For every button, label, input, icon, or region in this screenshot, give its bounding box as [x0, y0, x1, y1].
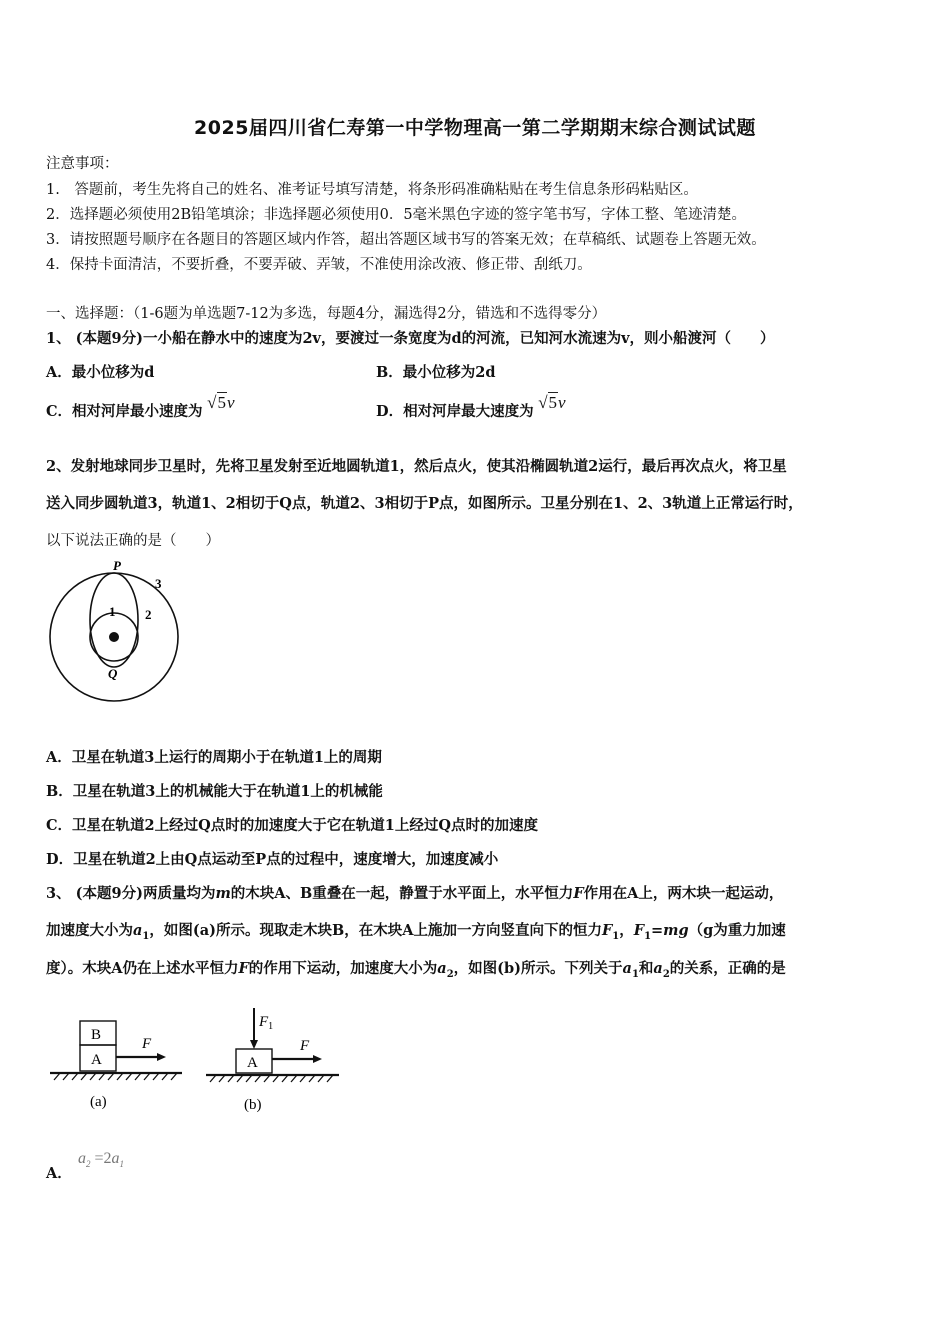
q3-a2-b-sub: 2 — [662, 968, 670, 980]
q3-a-lhs: a — [78, 1150, 86, 1167]
q1-option-d-text: D．相对河岸最大速度为 — [376, 403, 534, 420]
q1-option-a: A．最小位移为d — [46, 364, 155, 381]
q2-option-d: D．卫星在轨道2上由Q点运动至P点的过程中，速度增大，加速度减小 — [46, 851, 499, 868]
label-fig-b: (b) — [244, 1097, 262, 1113]
section-heading: 一、选择题：（1-6题为单选题7-12为多选，每题4分，漏选得2分，错选和不选得零分） — [46, 306, 607, 322]
q2-option-c: C．卫星在轨道2上经过Q点时的加速度大于它在轨道1上经过Q点时的加速度 — [46, 817, 538, 834]
q3-f-2: F — [238, 960, 249, 977]
label-orbit-3: 3 — [155, 576, 162, 591]
force-arrowhead-b — [313, 1055, 322, 1063]
label-q: Q — [108, 666, 118, 681]
q3-l1b: 的木块A、B重叠在一起，静置于水平面上，水平恒力 — [230, 885, 574, 902]
q3-l2a: 加速度大小为 — [46, 922, 133, 939]
q3-l3e: 的关系，正确的是 — [669, 960, 786, 977]
q3-stem-line-1 — [46, 882, 783, 903]
q1-c-sqrt-var: v — [227, 393, 235, 412]
force-arrowhead-a — [157, 1053, 166, 1061]
q1-option-d — [376, 393, 566, 421]
q1-option-c — [46, 393, 235, 421]
q3-a1: a — [133, 922, 143, 939]
q3-a-rhs-sub: 1 — [119, 1159, 125, 1170]
label-block-a-a: A — [91, 1052, 102, 1068]
q3-block-diagram — [44, 1002, 354, 1120]
q1-option-c-formula: √5v — [207, 393, 235, 412]
force-f1-arrowhead — [250, 1040, 258, 1049]
q1-stem: 1、 (本题9分)一小船在静水中的速度为2v，要渡过一条宽度为d的河流，已知河水流速为v，则小船渡河（ ） — [46, 330, 775, 347]
q3-f1b: F — [633, 922, 645, 939]
q3-stem-line-3 — [46, 957, 786, 980]
q3-option-a-formula — [78, 1150, 124, 1169]
q3-a2: a — [437, 960, 447, 977]
label-f1-f: F — [259, 1014, 269, 1030]
q3-l2b: ，如图(a)所示。现取走木块B，在木块A上施加一方向竖直向下的恒力 — [149, 922, 602, 939]
q3-f1: F — [602, 922, 613, 939]
q1-option-b: B．最小位移为2d — [376, 364, 496, 381]
q2-stem-line-1: 2、发射地球同步卫星时，先将卫星发射至近地圆轨道1，然后点火，使其沿椭圆轨道2运行，最后再次点火，将卫星 — [46, 458, 787, 475]
notice-item-1: 1. 答题前，考生先将自己的姓名、准考证号填写清楚，将条形码准确粘贴在考生信息条形码粘贴区。 — [46, 182, 698, 198]
q1-option-d-formula: √5v — [538, 393, 566, 412]
q3-a-lhs-sub: 2 — [86, 1159, 91, 1170]
q3-a-rel: =2 — [94, 1150, 112, 1167]
q3-option-a: A． — [46, 1165, 72, 1182]
earth-dot — [109, 632, 119, 642]
q3-stem-line-2 — [46, 919, 786, 942]
q2-stem-line-3: 以下说法正确的是（ ） — [46, 533, 220, 549]
q3-a-rhs: a — [111, 1150, 120, 1167]
notice-item-3: 3．请按照题号顺序在各题目的答题区域内作答，超出答题区域书写的答案无效；在草稿纸、试题卷上答题无效。 — [46, 232, 766, 248]
label-block-a-b: A — [247, 1055, 258, 1071]
label-orbit-1: 1 — [109, 604, 116, 619]
page-title: 2025届四川省仁寿第一中学物理高一第二学期期末综合测试试题 — [194, 117, 756, 139]
notice-heading: 注意事项： — [46, 156, 119, 172]
q3-a1-b-sub: 1 — [631, 968, 639, 980]
q3-l3a: 度）。木块A仍在上述水平恒力 — [46, 960, 239, 977]
label-fig-a: (a) — [90, 1094, 107, 1110]
q1-c-sqrt-num: 5 — [217, 393, 226, 412]
q3-l2d: （g为重力加速 — [688, 922, 786, 939]
label-f-a: F — [142, 1036, 152, 1052]
label-f1 — [258, 1014, 273, 1032]
q3-a1-sub: 1 — [142, 930, 150, 942]
q2-option-b: B．卫星在轨道3上的机械能大于在轨道1上的机械能 — [46, 783, 383, 800]
q3-l1a: 3、 (本题9分)两质量均为 — [46, 885, 216, 902]
notice-item-4: 4．保持卡面清洁，不要折叠，不要弄破、弄皱，不准使用涂改液、修正带、刮纸刀。 — [46, 257, 592, 273]
q1-option-c-text: C．相对河岸最小速度为 — [46, 403, 203, 420]
label-f1-sub: 1 — [268, 1021, 274, 1032]
q3-l2c: ， — [619, 922, 634, 939]
notice-item-2: 2．选择题必须使用2B铅笔填涂；非选择题必须使用0．5毫米黑色字迹的签字笔书写，字体工整、笔迹清楚。 — [46, 207, 747, 223]
q3-a2-b: a — [653, 960, 663, 977]
q3-f1-sub: 1 — [612, 930, 620, 942]
q3-f1b-sub: 1 — [644, 930, 652, 942]
q3-l3d: 和 — [638, 960, 654, 977]
label-p: P — [113, 558, 121, 573]
q3-m: m — [215, 885, 231, 902]
q3-a1-b: a — [622, 960, 632, 977]
label-orbit-2: 2 — [145, 607, 152, 622]
q3-a2-sub: 2 — [446, 968, 454, 980]
q3-f: F — [573, 885, 584, 902]
q1-d-sqrt-var: v — [558, 393, 566, 412]
q3-l3c: ，如图(b)所示。下列关于 — [453, 960, 623, 977]
q3-l3b: 的作用下运动，加速度大小为 — [248, 960, 438, 977]
q3-eq: =mg — [651, 922, 689, 939]
label-block-b: B — [91, 1027, 102, 1043]
q2-stem-line-2: 送入同步圆轨道3，轨道1、2相切于Q点，轨道2、3相切于P点，如图所示。卫星分别在1、2、3轨道上正常运行时， — [46, 495, 803, 512]
q3-l1c: 作用在A上，两木块一起运动， — [583, 885, 784, 902]
q2-option-a: A．卫星在轨道3上运行的周期小于在轨道1上的周期 — [46, 749, 382, 766]
q1-d-sqrt-num: 5 — [548, 393, 558, 412]
label-f-b: F — [300, 1038, 310, 1054]
q2-orbit-diagram — [44, 556, 194, 706]
